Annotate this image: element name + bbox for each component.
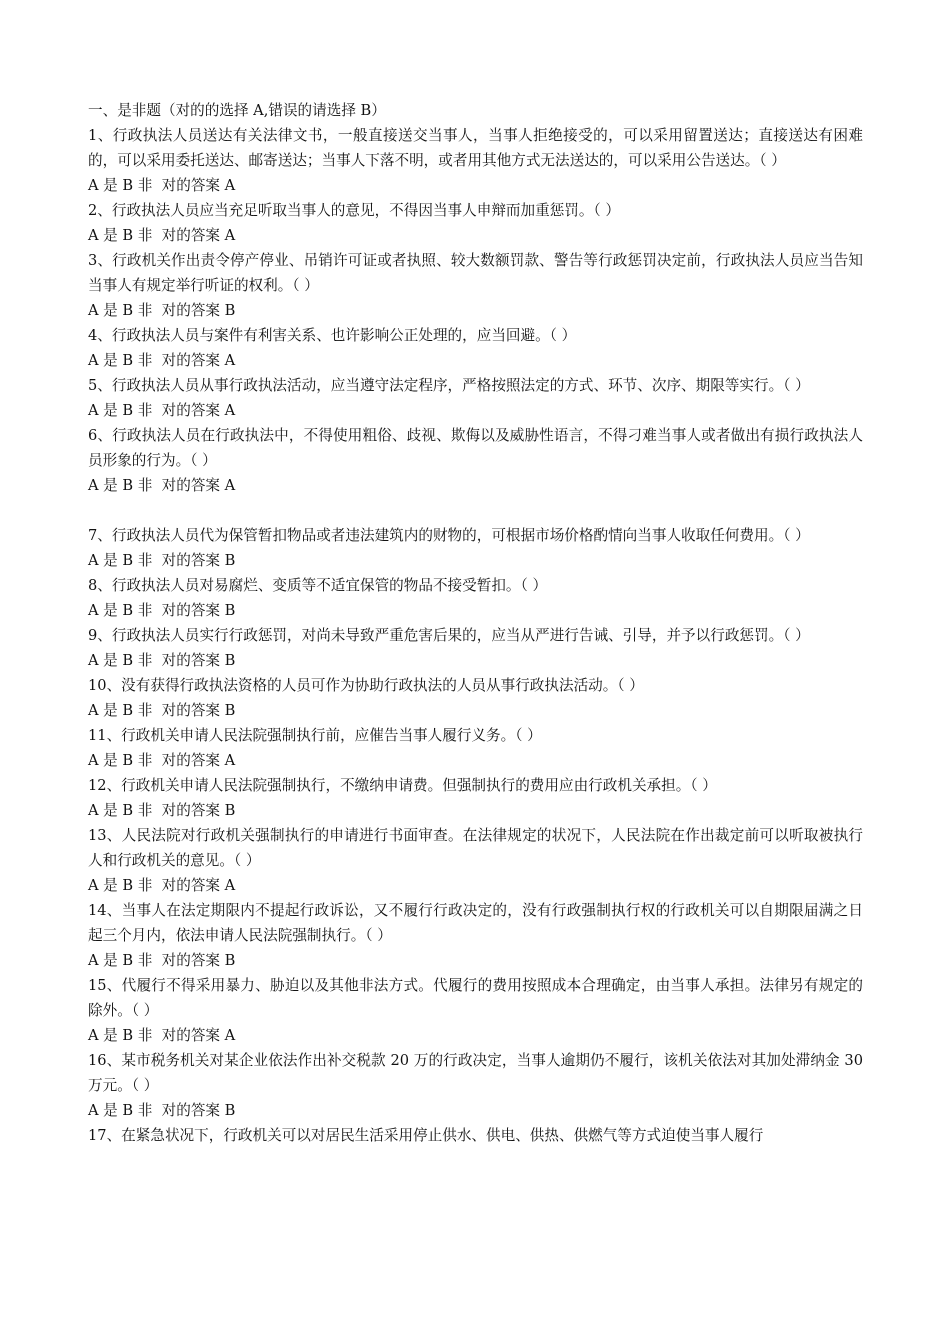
answer-4: A 是 B 非 对的答案 A [88, 352, 236, 369]
question-15: 15、代履行不得采用暴力、胁迫以及其他非法方式。代履行的费用按照成本合理确定，由当事人承担。法律另有规定的除外。（ ） [88, 977, 863, 1019]
answer-10: A 是 B 非 对的答案 B [88, 702, 236, 719]
answer-1: A 是 B 非 对的答案 A [88, 177, 236, 194]
answer-15: A 是 B 非 对的答案 A [88, 1027, 236, 1044]
answer-13: A 是 B 非 对的答案 A [88, 877, 236, 894]
answer-12: A 是 B 非 对的答案 B [88, 802, 236, 819]
question-3: 3、行政机关作出责令停产停业、吊销许可证或者执照、较大数额罚款、警告等行政惩罚决定前，行政执法人员应当告知当事人有规定举行听证的权利。（ ） [88, 252, 863, 294]
document-page [88, 98, 863, 1148]
question-9: 9、行政执法人员实行行政惩罚，对尚未导致严重危害后果的，应当从严进行告诫、引导，并予以行政惩罚。（ ） [88, 627, 810, 644]
question-5: 5、行政执法人员从事行政执法活动，应当遵守法定程序，严格按照法定的方式、环节、次序、期限等实行。（ ） [88, 377, 810, 394]
section-heading: 一、是非题（对的的选择 A,错误的请选择 B） [88, 102, 386, 119]
question-17: 17、在紧急状况下，行政机关可以对居民生活采用停止供水、供电、供热、供燃气等方式迫使当事人履行 [88, 1127, 764, 1144]
question-1: 1、行政执法人员送达有关法律文书，一般直接送交当事人，当事人拒绝接受的，可以采用留置送达；直接送达有困难的，可以采用委托送达、邮寄送达；当事人下落不明，或者用其他方式无法送达的，可以采用公告送达。（ ） [88, 127, 863, 169]
answer-9: A 是 B 非 对的答案 B [88, 652, 236, 669]
question-7: 7、行政执法人员代为保管暂扣物品或者违法建筑内的财物的，可根据市场价格酌情向当事人收取任何费用。（ ） [88, 527, 810, 544]
answer-8: A 是 B 非 对的答案 B [88, 602, 236, 619]
answer-11: A 是 B 非 对的答案 A [88, 752, 236, 769]
question-14: 14、当事人在法定期限内不提起行政诉讼，又不履行行政决定的，没有行政强制执行权的行政机关可以自期限届满之日起三个月内，依法申请人民法院强制执行。（ ） [88, 902, 863, 944]
blank-line [88, 498, 863, 523]
answer-7: A 是 B 非 对的答案 B [88, 552, 236, 569]
question-10: 10、没有获得行政执法资格的人员可作为协助行政执法的人员从事行政执法活动。（ ） [88, 677, 644, 694]
answer-2: A 是 B 非 对的答案 A [88, 227, 236, 244]
question-8: 8、行政执法人员对易腐烂、变质等不适宜保管的物品不接受暂扣。（ ） [88, 577, 548, 594]
answer-5: A 是 B 非 对的答案 A [88, 402, 236, 419]
answer-3: A 是 B 非 对的答案 B [88, 302, 236, 319]
question-13: 13、人民法院对行政机关强制执行的申请进行书面审查。在法律规定的状况下，人民法院在作出裁定前可以听取被执行人和行政机关的意见。（ ） [88, 827, 863, 869]
question-6: 6、行政执法人员在行政执法中，不得使用粗俗、歧视、欺侮以及威胁性语言，不得刁难当事人或者做出有损行政执法人员形象的行为。（ ） [88, 427, 863, 469]
answer-16: A 是 B 非 对的答案 B [88, 1102, 236, 1119]
question-12: 12、行政机关申请人民法院强制执行，不缴纳申请费。但强制执行的费用应由行政机关承担。（ ） [88, 777, 717, 794]
question-11: 11、行政机关申请人民法院强制执行前，应催告当事人履行义务。（ ） [88, 727, 542, 744]
answer-14: A 是 B 非 对的答案 B [88, 952, 236, 969]
answer-6: A 是 B 非 对的答案 A [88, 477, 236, 494]
question-2: 2、行政执法人员应当充足听取当事人的意见，不得因当事人申辩而加重惩罚。（ ） [88, 202, 621, 219]
question-4: 4、行政执法人员与案件有利害关系、也许影响公正处理的，应当回避。（ ） [88, 327, 577, 344]
question-16: 16、某市税务机关对某企业依法作出补交税款 20 万的行政决定，当事人逾期仍不履行，该机关依法对其加处滞纳金 30 万元。（ ） [88, 1052, 863, 1094]
